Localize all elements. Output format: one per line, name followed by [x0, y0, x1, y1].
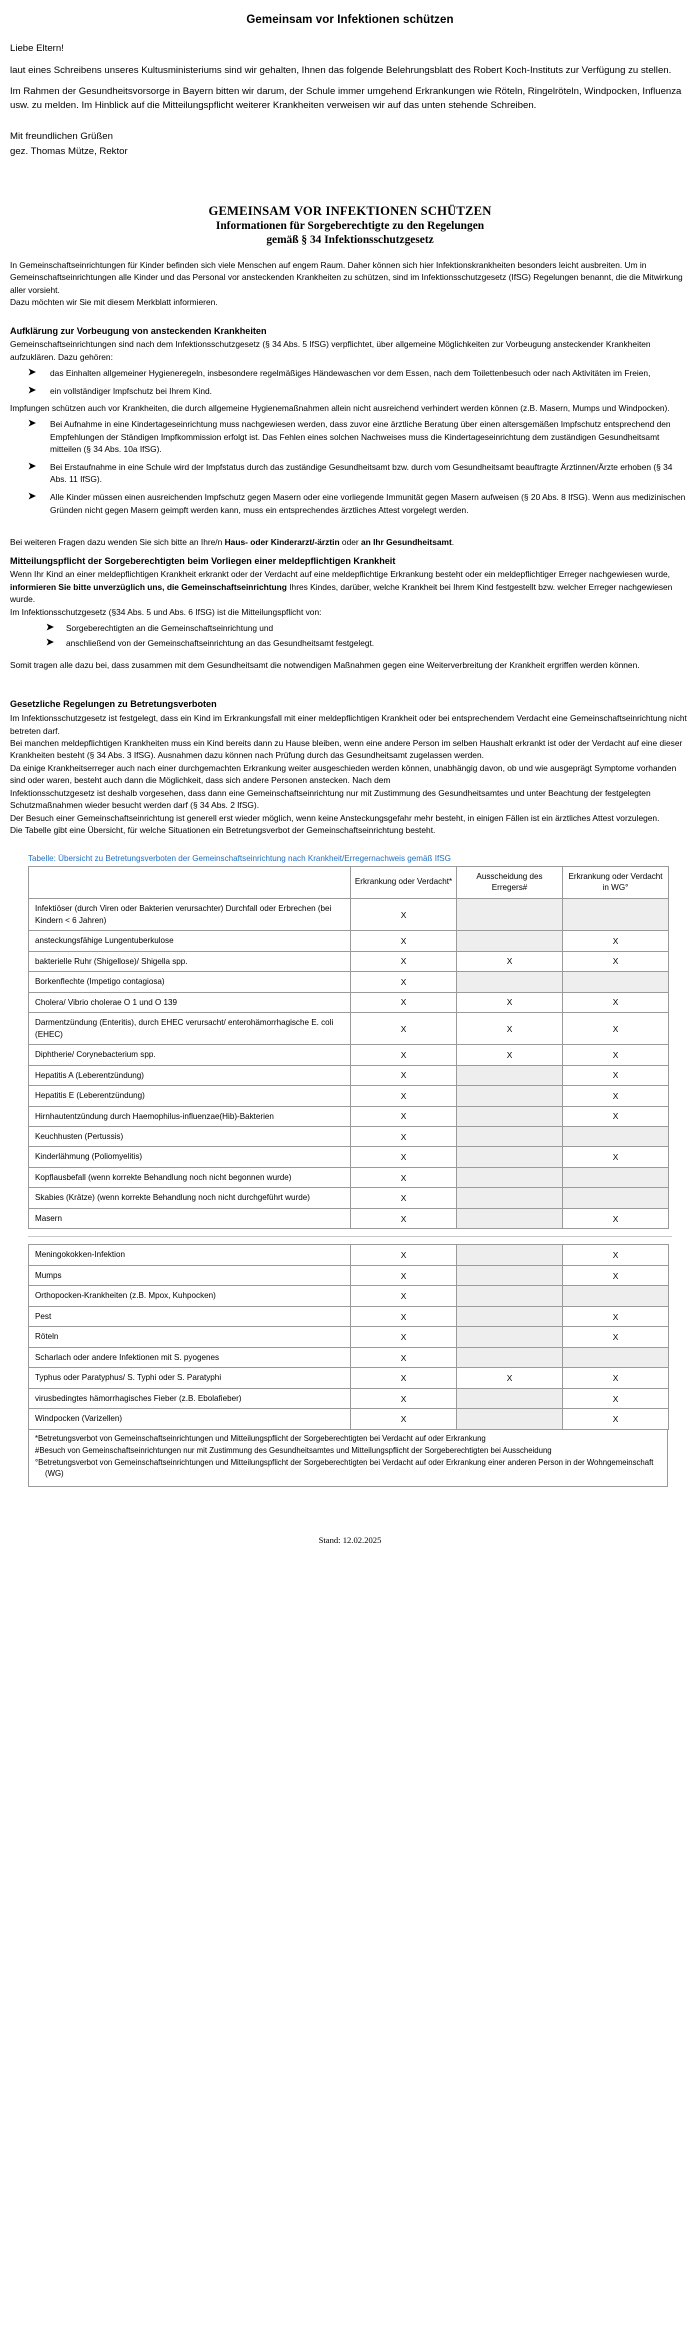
footnote-symbol: *: [35, 1433, 39, 1443]
table-cell-mark-3: X: [563, 1327, 669, 1347]
table-row: [29, 1347, 669, 1367]
table-cell-mark-3: X: [563, 1306, 669, 1326]
table-row: [29, 1013, 669, 1045]
table-cell-mark-1: X: [351, 899, 457, 931]
table-cell-mark-1: X: [351, 1409, 457, 1429]
table-cell-mark-2: X: [457, 1013, 563, 1045]
table-cell-mark-3: [563, 1167, 669, 1187]
table-row: [29, 1086, 669, 1106]
table-row: [29, 931, 669, 951]
table-cell-mark-2: [457, 1265, 563, 1285]
mitteilung-closing: Somit tragen alle dazu bei, dass zusammen mit dem Gesundheitsamt die notwendigen Maßnahmen gegen eine Weiterverbreitung der Krankheit ergriffen werden können.: [10, 660, 640, 670]
table-cell-disease: Meningokokken-Infektion: [29, 1245, 351, 1265]
table-header-wg: Erkrankung oder Verdacht in WG°: [563, 866, 669, 898]
list-item: [10, 622, 690, 634]
table-cell-disease: Keuchhusten (Pertussis): [29, 1126, 351, 1146]
table-cell-mark-2: [457, 1106, 563, 1126]
table-cell-mark-1: X: [351, 1126, 457, 1146]
arrow-bullet-icon: ➤: [46, 636, 54, 648]
table-cell-mark-1: X: [351, 1265, 457, 1285]
table-cell-mark-2: [457, 1208, 563, 1228]
table-cell-disease: virusbedingtes hämorrhagisches Fieber (z.B. Ebolafieber): [29, 1388, 351, 1408]
table-cell-mark-3: [563, 1286, 669, 1306]
section-heading-aufklaerung: Aufklärung zur Vorbeugung von ansteckenden Krankheiten: [10, 325, 267, 336]
list-item: [10, 385, 690, 398]
table-row: [29, 1188, 669, 1208]
table-cell-mark-2: X: [457, 1045, 563, 1065]
table-cell-mark-3: X: [563, 1065, 669, 1085]
table-row: [29, 1065, 669, 1085]
sheet-intro-paragraph: In Gemeinschaftseinrichtungen für Kinder befinden sich viele Menschen auf engem Raum. Daher können sich hier Infektionskrankheiten besonders leicht ausbreiten. Um in Gemeinschaftseinrichtungen alle Kinder und das Personal vor ansteckenden Krankheiten zu schützen, sind im Infektionsschutzgesetz (IfSG) Regelungen benannt, die die Mitwirkung aller vorsieht.: [10, 259, 683, 295]
table-cell-mark-1: X: [351, 1065, 457, 1085]
arrow-bullet-icon: ➤: [28, 460, 36, 472]
sheet-title: [10, 203, 690, 248]
mitteilung-law-intro: Im Infektionsschutzgesetz (§34 Abs. 5 und Abs. 6 IfSG) ist die Mitteilungspflicht von:: [10, 606, 322, 617]
aufklaerung-mid-text-wrap: [10, 402, 690, 414]
footnote-text: Betretungsverbot von Gemeinschaftseinrichtungen und Mitteilungspflicht der Sorgeberechtigten bei Verdacht auf oder Erkrankung: [38, 1433, 486, 1443]
table-cell-mark-1: X: [351, 1368, 457, 1388]
contact-note-pre: Bei weiteren Fragen dazu wenden Sie sich bitte an Ihre/n: [10, 537, 225, 548]
table-cell-mark-1: X: [351, 1347, 457, 1367]
table-row: [29, 1245, 669, 1265]
list-item: [10, 637, 690, 649]
table-cell-mark-3: X: [563, 1265, 669, 1285]
table-row: [29, 992, 669, 1012]
section-heading-mitteilungspflicht: Mitteilungspflicht der Sorgeberechtigten beim Vorliegen einer meldepflichtigen Krankheit: [10, 555, 396, 566]
table-row: [29, 1167, 669, 1187]
aufklaerung-bullet-list-1: [10, 367, 690, 397]
letter-title: Gemeinsam vor Infektionen schützen: [246, 14, 454, 26]
table-cell-mark-3: X: [563, 992, 669, 1012]
table-cell-disease: Kopflausbefall (wenn korrekte Behandlung noch nicht begonnen wurde): [29, 1167, 351, 1187]
table-cell-mark-2: [457, 1388, 563, 1408]
table-cell-mark-2: [457, 1188, 563, 1208]
table-cell-mark-1: X: [351, 1086, 457, 1106]
list-item-label: Sorgeberechtigten an die Gemeinschaftseinrichtung und: [66, 623, 274, 634]
list-item-label: Bei Aufnahme in eine Kindertageseinrichtung muss nachgewiesen werden, dass zuvor eine ärztliche Beratung über einen altersgemäßen Impfschutz entsprechend den Empfehlungen der Ständigen Impfkommission erfolgt ist. Das Fehlen eines solchen Nachweises muss die Kindertageseinrichtung dem zuständigen Gesundheitsamt mitteilen (§ 34 Abs. 10a IfSG).: [50, 418, 671, 455]
table-cell-disease: bakterielle Ruhr (Shigellose)/ Shigella spp.: [29, 951, 351, 971]
table-row: [29, 972, 669, 992]
table-cell-mark-2: [457, 1286, 563, 1306]
table-cell-mark-2: [457, 1126, 563, 1146]
betretung-paragraph-2: Bei manchen meldepflichtigen Krankheiten muss ein Kind bereits dann zu Hause bleiben, wenn eine andere Person im selben Haushalt erkrankt ist oder der Verdacht auf eine dieser Krankheiten besteht (§ 34 Abs. 3 IfSG). Ausnahmen dazu können nach Prüfung durch das Gesundheitsamt zugelassen werden.: [10, 738, 683, 761]
table-cell-mark-1: X: [351, 1167, 457, 1187]
table-cell-mark-3: X: [563, 1368, 669, 1388]
table-row: [29, 1045, 669, 1065]
table-cell-disease: Windpocken (Varizellen): [29, 1409, 351, 1429]
table-cell-mark-1: X: [351, 1245, 457, 1265]
aufklaerung-bullet-list-2: [10, 418, 690, 516]
table-cell-mark-1: X: [351, 1208, 457, 1228]
table-row: [29, 951, 669, 971]
mitteilung-paragraph: [10, 568, 690, 605]
contact-note-health-office: an Ihr Gesundheitsamt: [361, 537, 452, 548]
table-row: [29, 1368, 669, 1388]
table-cell-mark-1: X: [351, 1286, 457, 1306]
table-cell-mark-1: X: [351, 1045, 457, 1065]
table-cell-mark-1: X: [351, 972, 457, 992]
table-row: [29, 1147, 669, 1167]
table-cell-mark-2: [457, 1147, 563, 1167]
table-cell-disease: Darmentzündung (Enteritis), durch EHEC verursacht/ enterohämorrhagische E. coli (EHEC): [29, 1013, 351, 1045]
table-cell-mark-3: [563, 1126, 669, 1146]
document-date: Stand: 12.02.2025: [318, 1535, 382, 1546]
table-cell-disease: Pest: [29, 1306, 351, 1326]
page-break-rule: [28, 1236, 672, 1237]
table-footnotes: [28, 1430, 668, 1487]
table-cell-mark-1: X: [351, 1388, 457, 1408]
sheet-title-line-2: Informationen für Sorgeberechtigte zu den Regelungen: [215, 219, 485, 232]
betretungsverbote-table-part-1: [28, 866, 669, 1230]
table-caption: Tabelle: Übersicht zu Betretungsverboten der Gemeinschaftseinrichtung nach Krankheit/Erregernachweis gemäß IfSG: [28, 853, 451, 863]
table-cell-mark-2: [457, 1409, 563, 1429]
table-cell-disease: Mumps: [29, 1265, 351, 1285]
arrow-bullet-icon: ➤: [46, 622, 54, 634]
table-cell-mark-2: [457, 1347, 563, 1367]
table-cell-mark-3: [563, 1188, 669, 1208]
letter-paragraph-2: Im Rahmen der Gesundheitsvorsorge in Bayern bitten wir darum, der Schule immer umgehend Erkrankungen wie Röteln, Ringelröteln, Windpocken, Influenza usw. zu melden. Im Hinblick auf die Mitteilungspflicht weiterer Krankheiten verweisen wir auf das unten stehende Schreiben.: [10, 86, 682, 111]
mitteilung-part-a: Wenn Ihr Kind an einer meldepflichtigen Krankheit erkrankt oder der Verdacht auf eine meldepflichtige Erkrankung besteht oder ein meldepflichtiger Erreger nachgewiesen wurde,: [10, 569, 670, 580]
table-row: [29, 1327, 669, 1347]
table-cell-mark-1: X: [351, 1188, 457, 1208]
table-cell-mark-3: X: [563, 1086, 669, 1106]
table-cell-mark-3: X: [563, 1045, 669, 1065]
list-item-label: Bei Erstaufnahme in eine Schule wird der Impfstatus durch das zuständige Gesundheitsamt bzw. durch vom Gesundheitsamt beauftragte Ärztinnen/Ärzte erhoben (§ 34 Abs. 11 IfSG).: [50, 461, 673, 485]
table-row: [29, 1126, 669, 1146]
table-cell-mark-1: X: [351, 1327, 457, 1347]
table-cell-mark-3: X: [563, 1013, 669, 1045]
table-cell-mark-1: X: [351, 1013, 457, 1045]
table-cell-mark-3: [563, 1347, 669, 1367]
cover-letter: [10, 14, 690, 159]
aufklaerung-contact-note: [10, 536, 690, 548]
table-cell-disease: Kinderlähmung (Poliomyelitis): [29, 1147, 351, 1167]
letter-closing: Mit freundlichen Grüßen: [10, 131, 113, 143]
mitteilung-closing-wrap: [10, 659, 690, 671]
section-mitteilungspflicht-body: [10, 568, 690, 618]
contact-note-doctor: Haus- oder Kinderarzt/-ärztin: [224, 537, 340, 548]
table-cell-mark-3: X: [563, 1147, 669, 1167]
letter-salutation: Liebe Eltern!: [10, 43, 64, 54]
letter-signer: gez. Thomas Mütze, Rektor: [10, 146, 128, 158]
table-row: [29, 1306, 669, 1326]
table-cell-mark-3: X: [563, 1409, 669, 1429]
sheet-title-line-1: GEMEINSAM VOR INFEKTIONEN SCHÜTZEN: [208, 203, 492, 218]
betretung-paragraph-4: Infektionsschutzgesetz ist deshalb vorgesehen, dass dann eine Gemeinschaftseinrichtung nur mit Zustimmung des Gesundheitsamtes und unter Beachtung der festgelegten Schutzmaßnahmen wieder besucht werden darf (§ 34 Abs. 2 IfSG).: [10, 787, 651, 811]
table-cell-mark-2: X: [457, 992, 563, 1012]
arrow-bullet-icon: ➤: [28, 384, 36, 396]
table-cell-disease: Infektiöser (durch Viren oder Bakterien verursachter) Durchfall oder Erbrechen (bei Kindern < 6 Jahren): [29, 899, 351, 931]
table-row: [29, 1208, 669, 1228]
table-cell-mark-1: X: [351, 951, 457, 971]
table-header-disease: [29, 866, 351, 898]
table-cell-mark-1: X: [351, 931, 457, 951]
table-cell-mark-3: X: [563, 931, 669, 951]
table-cell-disease: Scharlach oder andere Infektionen mit S. pyogenes: [29, 1347, 351, 1367]
table-row: [29, 1286, 669, 1306]
footnote-symbol: #: [35, 1445, 40, 1455]
table-header-erkrankung-verdacht: Erkrankung oder Verdacht*: [351, 866, 457, 898]
table-cell-mark-3: [563, 972, 669, 992]
contact-note-end: .: [451, 537, 455, 548]
table-row: [29, 1409, 669, 1429]
mitteilung-part-b: informieren Sie bitte unverzüglich uns, die Gemeinschaftseinrichtung: [10, 581, 287, 592]
list-item-label: Alle Kinder müssen einen ausreichenden Impfschutz gegen Masern oder eine vorliegende Immunität gegen Masern aufweisen (§ 20 Abs. 8 IfSG). Wenn aus medizinischen Gründen nicht gegen Masern geimpft werden kann, muss ein entsprechendes ärztliches Attest vorgelegt werden.: [50, 492, 686, 515]
arrow-bullet-icon: ➤: [28, 417, 36, 429]
arrow-bullet-icon: ➤: [28, 367, 36, 379]
rki-information-sheet: [10, 203, 690, 1545]
section-heading-betretungsverbote: Gesetzliche Regelungen zu Betretungsverboten: [10, 699, 217, 710]
table-cell-mark-3: [563, 899, 669, 931]
table-cell-mark-3: X: [563, 951, 669, 971]
footnote-item: [35, 1445, 661, 1456]
table-header-row: [29, 866, 669, 898]
contact-note-paragraph: [10, 536, 690, 548]
list-item-label: anschließend von der Gemeinschaftseinrichtung an das Gesundheitsamt festgelegt.: [66, 637, 375, 648]
list-item: [10, 367, 690, 380]
table-cell-mark-2: [457, 972, 563, 992]
table-cell-disease: Röteln: [29, 1327, 351, 1347]
letter-signature-block: [10, 130, 690, 158]
table-cell-mark-3: X: [563, 1106, 669, 1126]
sheet-intro: [10, 259, 690, 309]
footnote-text: Besuch von Gemeinschaftseinrichtungen nur mit Zustimmung des Gesundheitsamtes und Mitteilungspflicht der Sorgeberechtigten bei Ausscheidung: [39, 1445, 552, 1455]
letter-paragraph-1: laut eines Schreibens unseres Kultusministeriums sind wir gehalten, Ihnen das folgende Belehrungsblatt des Robert Koch-Instituts zur Verfügung zu stellen.: [10, 64, 672, 76]
sheet-intro-paragraph-2: Dazu möchten wir Sie mit diesem Merkblatt informieren.: [10, 297, 218, 308]
table-cell-disease: Hepatitis E (Leberentzündung): [29, 1086, 351, 1106]
section-aufklaerung-intro: [10, 338, 690, 363]
table-cell-disease: Orthopocken-Krankheiten (z.B. Mpox, Kuhpocken): [29, 1286, 351, 1306]
footnote-text: Betretungsverbot von Gemeinschaftseinrichtungen und Mitteilungspflicht der Sorgeberechtigten bei Verdacht auf oder Erkrankung einer anderen Person in der Wohngemeinschaft (WG): [38, 1457, 654, 1478]
table-cell-disease: Typhus oder Paratyphus/ S. Typhi oder S. Paratyphi: [29, 1368, 351, 1388]
table-cell-disease: ansteckungsfähige Lungentuberkulose: [29, 931, 351, 951]
table-cell-mark-2: [457, 931, 563, 951]
table-cell-mark-3: X: [563, 1208, 669, 1228]
list-item-label: das Einhalten allgemeiner Hygieneregeln, insbesondere regelmäßiges Händewaschen vor dem Essen, nach dem Toilettenbesuch oder nach Aktivitäten im Freien,: [50, 368, 651, 379]
table-cell-disease: Hepatitis A (Leberentzündung): [29, 1065, 351, 1085]
sheet-title-line-3: gemäß § 34 Infektionsschutzgesetz: [266, 234, 434, 247]
betretung-paragraph-3: Da einige Krankheitserreger auch nach einer durchgemachten Erkrankung weiter ausgeschieden werden können, unabhängig davon, ob und wie ausgeprägt Symptome vorhanden sind oder waren, besteht auch dann die Möglichkeit, dass sich andere Personen anstecken. Nach dem: [10, 762, 677, 786]
table-cell-mark-2: [457, 1086, 563, 1106]
footnote-symbol: °: [35, 1457, 39, 1467]
contact-note-mid: oder: [339, 537, 361, 548]
betretung-paragraph-1: Im Infektionsschutzgesetz ist festgelegt, dass ein Kind im Erkrankungsfall mit einer meldepflichtigen Krankheit oder bei entsprechendem Verdacht eine Gemeinschaftseinrichtung nicht betreten darf.: [10, 713, 687, 736]
table-cell-mark-2: [457, 899, 563, 931]
table-cell-mark-2: X: [457, 1368, 563, 1388]
list-item: [10, 461, 690, 486]
aufklaerung-intro-text: Gemeinschaftseinrichtungen sind nach dem Infektionsschutzgesetz (§ 34 Abs. 5 IfSG) verpflichtet, über allgemeine Möglichkeiten zur Vorbeugung ansteckender Krankheiten aufzuklären. Dazu gehören:: [10, 339, 651, 362]
letter-body: [10, 42, 690, 112]
betretung-paragraph-6: Die Tabelle gibt eine Übersicht, für welche Situationen ein Betretungsverbot der Gemeinschaftseinrichtung besteht.: [10, 825, 436, 836]
table-body-part-2: [29, 1245, 669, 1429]
aufklaerung-mid-text: Impfungen schützen auch vor Krankheiten, die durch allgemeine Hygienemaßnahmen allein nicht ausreichend verhindert werden können (z.B. Masern, Mumps und Windpocken).: [10, 402, 670, 413]
table-cell-mark-2: X: [457, 951, 563, 971]
betretung-paragraph-5: Der Besuch einer Gemeinschaftseinrichtung ist generell erst wieder möglich, wenn keine Ansteckungsgefahr mehr besteht, in einigen Fällen ist ein ärztliches Attest vorzulegen.: [10, 812, 660, 823]
table-cell-mark-2: [457, 1065, 563, 1085]
table-cell-disease: Skabies (Krätze) (wenn korrekte Behandlung noch nicht durchgeführt wurde): [29, 1188, 351, 1208]
arrow-bullet-icon: ➤: [28, 491, 36, 502]
list-item: [10, 418, 690, 456]
footnote-item: [35, 1433, 661, 1444]
table-cell-mark-1: X: [351, 1306, 457, 1326]
section-betretungsverbote-body: [10, 712, 690, 836]
table-cell-mark-2: [457, 1306, 563, 1326]
table-cell-disease: Diphtherie/ Corynebacterium spp.: [29, 1045, 351, 1065]
table-row: [29, 899, 669, 931]
table-cell-mark-3: X: [563, 1388, 669, 1408]
table-body-part-1: [29, 899, 669, 1229]
table-cell-mark-3: X: [563, 1245, 669, 1265]
table-cell-disease: Cholera/ Vibrio cholerae O 1 und O 139: [29, 992, 351, 1012]
table-cell-mark-1: X: [351, 1147, 457, 1167]
table-row: [29, 1265, 669, 1285]
table-cell-mark-2: [457, 1167, 563, 1187]
footnote-item: [35, 1457, 661, 1479]
table-row: [29, 1106, 669, 1126]
table-cell-disease: Borkenflechte (Impetigo contagiosa): [29, 972, 351, 992]
table-row: [29, 1388, 669, 1408]
table-cell-mark-2: [457, 1245, 563, 1265]
table-cell-disease: Hirnhautentzündung durch Haemophilus-influenzae(Hib)-Bakterien: [29, 1106, 351, 1126]
betretungsverbote-table-part-2: [28, 1244, 669, 1429]
table-cell-mark-1: X: [351, 1106, 457, 1126]
mitteilung-bullet-list: [10, 622, 690, 649]
table-cell-disease: Masern: [29, 1208, 351, 1228]
table-header-ausscheidung: Ausscheidung des Erregers#: [457, 866, 563, 898]
list-item-label: ein vollständiger Impfschutz bei Ihrem Kind.: [50, 385, 212, 396]
mitteilung-part-c: Ihres Kindes, darüber, welche Krankheit bei Ihrem Kind festgestellt bzw. welcher Erreger nachgewiesen wurde.: [10, 581, 673, 605]
table-cell-mark-1: X: [351, 992, 457, 1012]
list-item: [10, 491, 690, 516]
table-cell-mark-2: [457, 1327, 563, 1347]
